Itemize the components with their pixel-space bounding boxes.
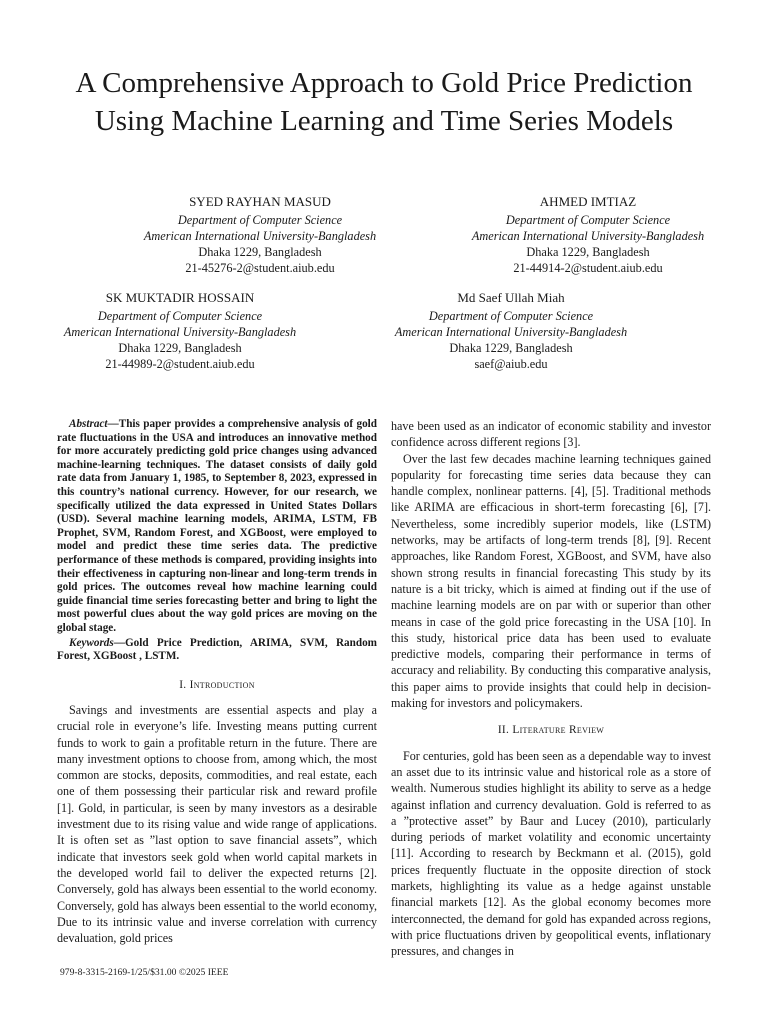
- author-department: Department of Computer Science: [177, 213, 343, 227]
- intro-paragraph-1: Savings and investments are essential aspects and play a crucial role in everyone’s life. Investing means putting current funds to work to gain a profitable return in the future. There are many investment options to choose from, among which, the most common are stocks, deposits, commodities, and real estate, each one of them possessing their particular risk and reward profile [1]. Gold, in particular, is seen by many investors as a desirable investment due to its rising value and wide range of applications. It is often set as ”last option to save financial assets”, which indicate that investors seek gold when world capital markets in the developed world fail to deliver the expected returns [2]. Conversely, gold has always been essential to the world economy. Conversely, gold has always been essential to the world economy, Due to its intrinsic value and inverse correlation with currency devaluation, gold prices: [57, 702, 377, 946]
- right-column: [391, 418, 711, 960]
- keywords-label: Keywords: [69, 636, 114, 649]
- author-block-3: [45, 290, 315, 372]
- section-heading-introduction: I. Introduction: [179, 678, 255, 691]
- author-name: Md Saef Ullah Miah: [457, 290, 565, 305]
- keywords-text: —Gold Price Prediction, ARIMA, SVM, Random Forest, XGBoost , LSTM.: [57, 636, 377, 663]
- author-university: American International University-Bangladesh: [394, 325, 628, 339]
- paper-title: A Comprehensive Approach to Gold Price Prediction Using Machine Learning and Time Series Models: [75, 67, 693, 137]
- author-city: Dhaka 1229, Bangladesh: [449, 341, 573, 355]
- left-column: [57, 418, 377, 946]
- author-email: 21-44989-2@student.aiub.edu: [105, 357, 255, 371]
- author-email: saef@aiub.edu: [474, 357, 548, 371]
- author-block-4: [370, 290, 652, 372]
- abstract: [57, 418, 377, 636]
- abstract-text: —This paper provides a comprehensive analysis of gold rate fluctuations in the USA and introduces an innovative method for more accurately predicting gold price changes using advanced machine-learning techniques. The dataset consists of daily gold rate data from January 1, 1985, to September 8, 2023, expressed in this country’s national currency. However, for our research, we specifically utilized the data expressed in United States Dollars (USD). Several machine learning models, ARIMA, LSTM, FB Prophet, SVM, Random Forest, and XGBoost, were employed to model and predict these time series data. The predictive performance of these methods is compared, providing insights into their effectiveness in capturing non-linear and long-term trends in gold prices. The outcomes reveal how machine learning could guide financial time series forecasting better and bring to light the most powerful clues about the way gold prices are moving on the global stage.: [57, 418, 377, 634]
- author-department: Department of Computer Science: [97, 309, 263, 323]
- author-department: Department of Computer Science: [505, 213, 671, 227]
- author-name: SK MUKTADIR HOSSAIN: [105, 290, 255, 305]
- author-email: 21-44914-2@student.aiub.edu: [513, 261, 663, 275]
- author-block-2: [447, 194, 729, 276]
- keywords: [57, 637, 377, 664]
- author-university: American International University-Bangladesh: [143, 229, 377, 243]
- intro-paragraph-1-continued: have been used as an indicator of economic stability and investor confidence across different regions [3].: [391, 419, 711, 450]
- intro-paragraph-2: Over the last few decades machine learning techniques gained popularity for forecasting time series data because they can handle complex, nonlinear patterns. [4], [5]. Traditional methods like ARIMA are efficacious in short-term forecasting [6], [7]. Nevertheless, some incredibly superior models, like (LSTM) networks, may be artifacts of long-term trends [8], [9]. Recent approaches, like Random Forest, XGBoost, and SVM, have also shown strong results in financial forecasting This study by its nature is a bit tricky, which is aimed at finding out if the use of machine learning models are on par with or superior than other means in case of the gold price forecasting in the USA [10]. In this study, historical price data has been used to evaluate predictive models, comparing their performance in terms of accuracy and reliability. By conducting this comparative analysis, this paper aims to provide insights that could help in decision-making for investors and policymakers.: [391, 451, 711, 711]
- author-university: American International University-Bangladesh: [471, 229, 705, 243]
- author-university: American International University-Bangladesh: [63, 325, 297, 339]
- section-heading-literature-review: II. Literature Review: [497, 724, 605, 737]
- author-block-1: [125, 194, 395, 276]
- author-email: 21-45276-2@student.aiub.edu: [185, 261, 335, 275]
- author-city: Dhaka 1229, Bangladesh: [118, 341, 242, 355]
- author-city: Dhaka 1229, Bangladesh: [198, 245, 322, 259]
- abstract-label: Abstract: [69, 418, 108, 430]
- author-city: Dhaka 1229, Bangladesh: [526, 245, 650, 259]
- author-name: AHMED IMTIAZ: [539, 194, 637, 209]
- author-name: SYED RAYHAN MASUD: [189, 194, 331, 209]
- copyright-footer: 979-8-3315-2169-1/25/$31.00 ©2025 IEEE: [60, 967, 229, 978]
- literature-paragraph-1: For centuries, gold has been seen as a dependable way to invest an asset due to its intrinsic value and historical role as a store of wealth. Numerous studies highlight its ability to serve as a hedge against inflation and currency devaluation. Gold is referred to as a ”protective asset” by Baur and Lucey (2010), particularly during periods of market volatility and economic uncertainty [11]. According to research by Beckmann et al. (2015), gold prices frequently fluctuate in the opposite direction of stock markets, highlighting its value as a hedge against unstable financial markets [12]. As the global economy becomes more interconnected, the demand for gold has expanded across regions, with price fluctuations driven by geopolitical events, inflationary pressures, and changes in: [391, 748, 711, 959]
- author-department: Department of Computer Science: [428, 309, 594, 323]
